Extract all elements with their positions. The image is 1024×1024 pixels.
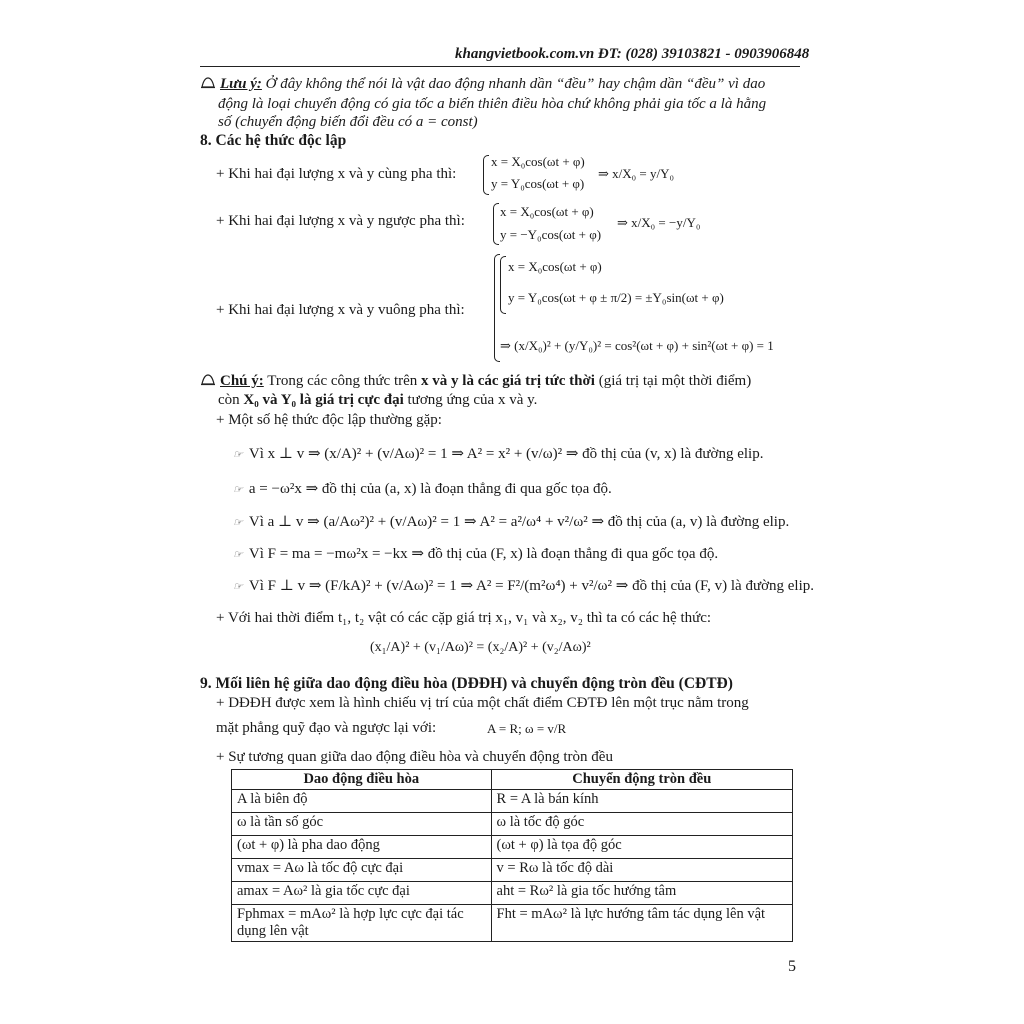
table-cell: vmax = Aω là tốc độ cực đại	[232, 859, 492, 882]
same-phase-result: ⇒ x/X₀ = y/Y₀	[598, 166, 675, 181]
note-2-text-2c: tương ứng của x và y.	[403, 392, 538, 408]
note-1-line-3: số (chuyển động biến đổi đều có a = const)	[218, 114, 478, 130]
list-item	[233, 512, 789, 531]
opposite-phase-eq-1: x = X₀cos(ωt + φ)	[500, 204, 594, 219]
page-header: khangvietbook.com.vn ĐT: (028) 39103821 - 0903906848	[455, 46, 810, 62]
common-intro: + Một số hệ thức độc lập thường gặp:	[216, 412, 442, 428]
table-cell: aht = Rω² là gia tốc hướng tâm	[491, 882, 792, 905]
same-phase-label: + Khi hai đại lượng x và y cùng pha thì:	[216, 166, 457, 182]
note-2-line-2	[218, 392, 537, 409]
list-item	[233, 576, 814, 595]
bell-icon	[200, 76, 216, 89]
list-item-text: a = −ω²x ⇒ đồ thị của (a, x) là đoạn thẳng đi qua gốc tọa độ.	[248, 481, 612, 497]
list-item-text: Vì F ⊥ v ⇒ (F/kA)² + (v/Aω)² = 1 ⇒ A² = F²/(m²ω⁴) + v²/ω² ⇒ đồ thị của (F, v) là đường elip.	[248, 578, 815, 594]
note-2-text-2a: còn	[218, 392, 244, 408]
quadrature-eq-2: y = Y₀cos(ωt + φ ± π/2) = ±Y₀sin(ωt + φ)	[508, 290, 724, 305]
table-cell: ω là tốc độ góc	[491, 813, 792, 836]
section-9-p1-line-2: mặt phẳng quỹ đạo và ngược lại với:	[216, 720, 437, 736]
note-2-text-1b: x và y là các giá trị tức thời	[421, 373, 595, 389]
list-item	[233, 544, 718, 563]
table-cell: Fphmax = mAω² là hợp lực cực đại tác dụng lên vật	[232, 905, 492, 942]
pointer-icon: ☞	[233, 549, 243, 561]
comparison-table	[231, 769, 793, 942]
table-cell: (ωt + φ) là tọa độ góc	[491, 836, 792, 859]
section-9-p1-eq: A = R; ω = v/R	[487, 721, 567, 736]
pointer-icon: ☞	[233, 517, 243, 529]
table-cell: amax = Aω² là gia tốc cực đại	[232, 882, 492, 905]
table-header-row	[232, 770, 793, 790]
opposite-phase-label: + Khi hai đại lượng x và y ngược pha thì:	[216, 213, 465, 229]
page-number: 5	[788, 958, 796, 975]
pointer-icon: ☞	[233, 449, 243, 461]
bell-icon	[200, 373, 216, 386]
table-row	[232, 790, 793, 813]
two-times-equation: (x₁/A)² + (v₁/Aω)² = (x₂/A)² + (v₂/Aω)²	[370, 640, 591, 655]
opposite-phase-result: ⇒ x/X₀ = −y/Y₀	[617, 215, 701, 230]
note-1-text-1: Ở đây không thể nói là vật dao động nhanh dần “đều” hay chậm dần “đều” vì dao	[261, 76, 766, 92]
section-8-title: 8. Các hệ thức độc lập	[200, 132, 347, 149]
pointer-icon: ☞	[233, 581, 243, 593]
table-row	[232, 905, 793, 942]
note-2-text-2b: X₀ và Y₀ là giá trị cực đại	[243, 392, 404, 408]
note-2-label: Chú ý:	[220, 373, 264, 389]
note-2-line-1	[200, 373, 751, 390]
list-item	[233, 444, 763, 463]
table-row	[232, 813, 793, 836]
pointer-icon: ☞	[233, 484, 243, 496]
table-header-cell: Dao động điều hòa	[232, 770, 492, 790]
table-cell: (ωt + φ) là pha dao động	[232, 836, 492, 859]
brace-inner	[500, 256, 506, 314]
table-row	[232, 859, 793, 882]
list-item	[233, 479, 612, 498]
table-cell: R = A là bán kính	[491, 790, 792, 813]
same-phase-eq-1: x = X₀cos(ωt + φ)	[491, 154, 585, 169]
brace	[483, 155, 489, 195]
opposite-phase-eq-2: y = −Y₀cos(ωt + φ)	[500, 227, 602, 242]
same-phase-eq-2: y = Y₀cos(ωt + φ)	[491, 176, 585, 191]
note-1-line-1	[200, 76, 765, 93]
section-9-title: 9. Mối liên hệ giữa dao động điều hòa (DĐĐH) và chuyển động tròn đều (CĐTĐ)	[200, 675, 733, 692]
table-cell: ω là tần số góc	[232, 813, 492, 836]
header-rule	[200, 66, 800, 67]
note-1-line-2: động là loại chuyển động có gia tốc a biến thiên điều hòa chứ không phải gia tốc a là hằng	[218, 96, 767, 112]
quadrature-eq-3: ⇒ (x/X₀)² + (y/Y₀)² = cos²(ωt + φ) + sin²(ωt + φ) = 1	[500, 338, 774, 353]
list-item-text: Vì F = ma = −mω²x = −kx ⇒ đồ thị của (F, x) là đoạn thẳng đi qua gốc tọa độ.	[248, 546, 719, 562]
table-cell: A là biên độ	[232, 790, 492, 813]
list-item-text: Vì x ⊥ v ⇒ (x/A)² + (v/Aω)² = 1 ⇒ A² = x² + (v/ω)² ⇒ đồ thị của (v, x) là đường elip.	[248, 446, 764, 462]
table-header-cell: Chuyển động tròn đều	[491, 770, 792, 790]
section-9-p1-line-1: + DĐĐH được xem là hình chiếu vị trí của một chất điểm CĐTĐ lên một trục nằm trong	[216, 695, 749, 711]
note-1-label: Lưu ý:	[220, 76, 262, 92]
quadrature-eq-1: x = X₀cos(ωt + φ)	[508, 259, 602, 274]
list-item-text: Vì a ⊥ v ⇒ (a/Aω²)² + (v/Aω)² = 1 ⇒ A² = a²/ω⁴ + v²/ω² ⇒ đồ thị của (a, v) là đường elip.	[248, 514, 790, 530]
table-cell: Fht = mAω² là lực hướng tâm tác dụng lên vật	[491, 905, 792, 942]
brace	[493, 203, 499, 245]
table-cell: v = Rω là tốc độ dài	[491, 859, 792, 882]
table-row	[232, 882, 793, 905]
note-2-text-1a: Trong các công thức trên	[263, 373, 422, 389]
note-2-text-1c: (giá trị tại một thời điểm)	[594, 373, 752, 389]
table-row	[232, 836, 793, 859]
quadrature-label: + Khi hai đại lượng x và y vuông pha thì:	[216, 302, 465, 318]
section-9-p2: + Sự tương quan giữa dao động điều hòa và chuyển động tròn đều	[216, 749, 613, 765]
two-times-text: + Với hai thời điểm t₁, t₂ vật có các cặp giá trị x₁, v₁ và x₂, v₂ thì ta có các hệ thức:	[216, 610, 712, 626]
